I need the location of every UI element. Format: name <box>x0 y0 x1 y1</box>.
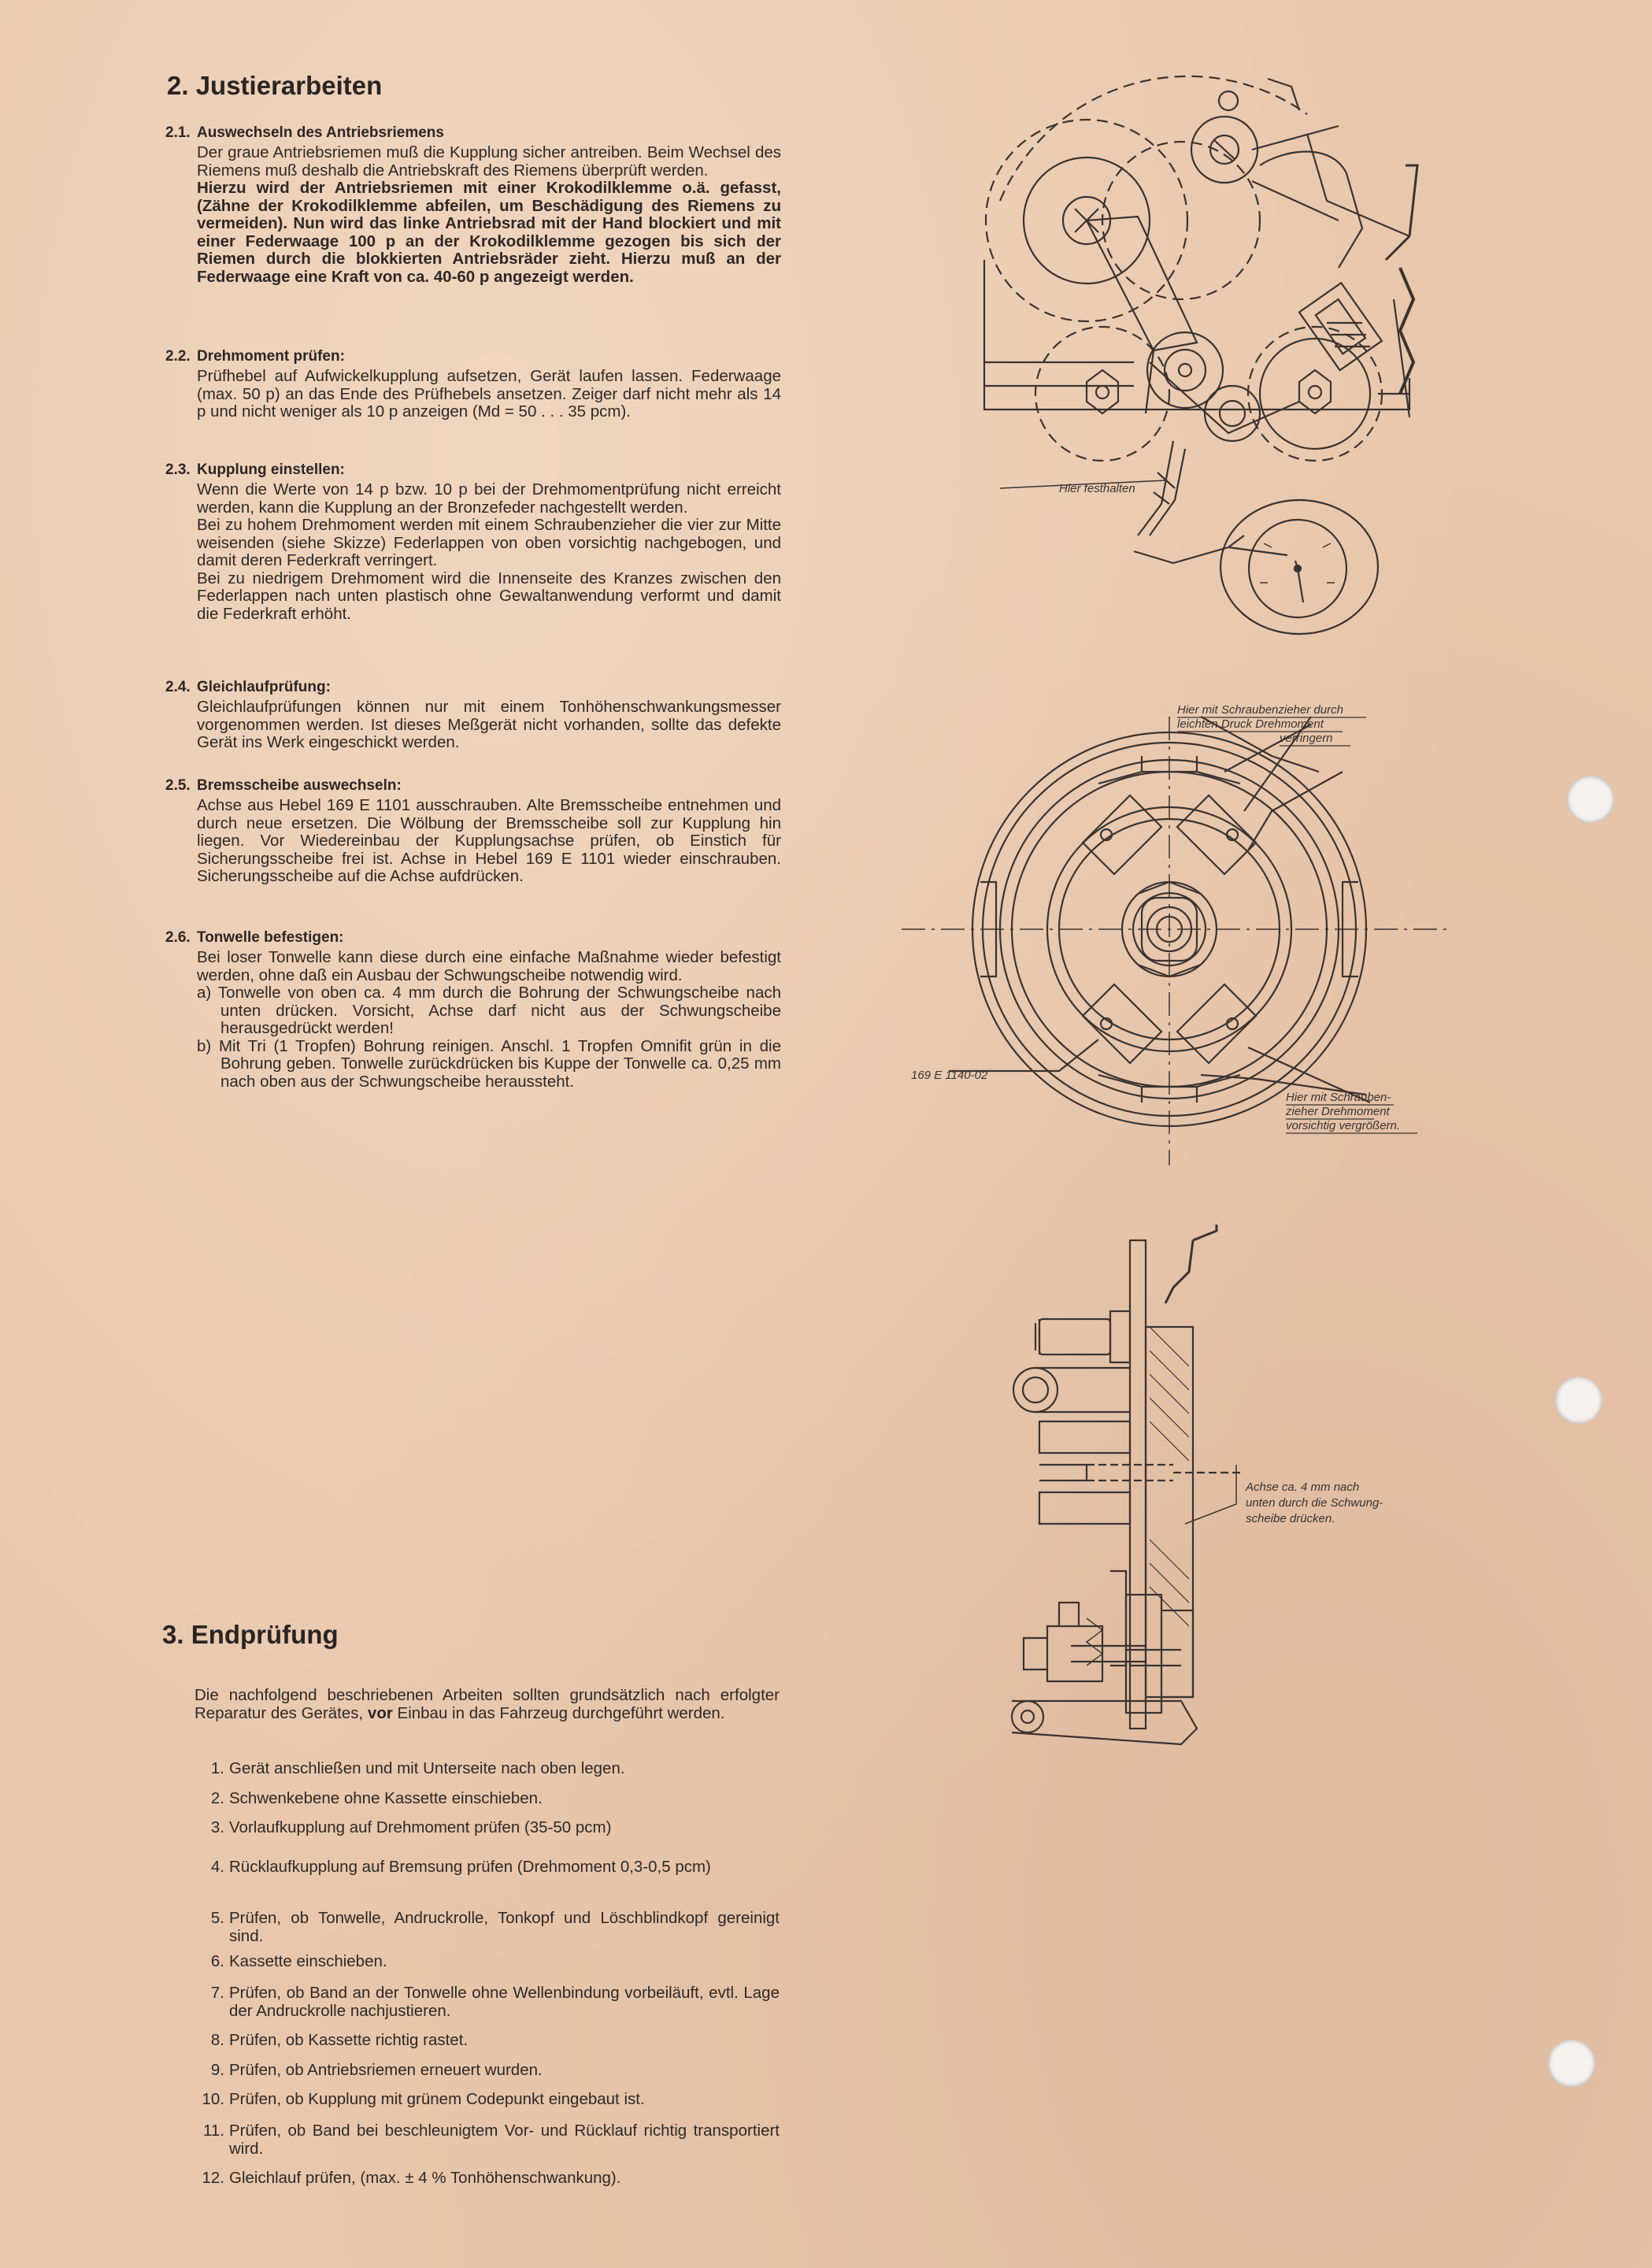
step-number: 11. <box>203 2122 224 2140</box>
subsection-heading <box>165 679 331 696</box>
figure-2-part-number: 169 E 1140-02 <box>911 1069 988 1082</box>
step-number: 9. <box>210 2061 224 2079</box>
step-text: Gerät anschließen und mit Unterseite nach oben legen. <box>229 1759 625 1777</box>
subsection-body <box>197 481 781 623</box>
step-text: Prüfen, ob Antriebsriemen erneuert wurden. <box>229 2061 543 2079</box>
subsection-number: 2.1. <box>165 124 191 141</box>
figure-2-label-bottom-line-3: vorsichtig vergrößern. <box>1286 1119 1401 1132</box>
step-number: 1. <box>210 1759 224 1777</box>
section-3-intro <box>194 1687 780 1722</box>
subsection-title: Bremsscheibe auswechseln: <box>197 777 402 794</box>
figure-clutch-spring-top-view <box>902 693 1524 1173</box>
final-check-step <box>201 1790 780 1808</box>
subsection-heading <box>165 124 444 142</box>
step-text: Prüfen, ob Band an der Tonwelle ohne Wellenbindung vorbeiläuft, evtl. Lage der Andruckrolle nachjustieren. <box>229 1984 780 2020</box>
figure-1-label: Hier festhalten <box>1059 482 1135 495</box>
subsection-heading <box>165 929 344 947</box>
final-check-step <box>201 1858 780 1877</box>
paragraph: Prüfhebel auf Aufwickelkupplung aufsetzen, Gerät laufen lassen. Federwaage (max. 50 p) an das Ende des Prüfhebels ansetzen. Zeiger darf nicht mehr als 14 p und nicht weniger als 10 p anzeigen (Md = 50 . . . 35 pcm). <box>197 367 781 421</box>
intro-text-bold: vor <box>367 1703 393 1722</box>
step-text: Schwenkebene ohne Kassette einschieben. <box>229 1789 543 1807</box>
final-check-step <box>201 2062 780 2080</box>
figure-2-label-bottom-line-2: zieher Drehmoment <box>1286 1105 1390 1118</box>
intro-text-2: Einbau in das Fahrzeug durchgeführt werden. <box>392 1703 725 1722</box>
step-text: Kassette einschieben. <box>229 1952 387 1970</box>
paragraph: Wenn die Werte von 14 p bzw. 10 p bei der Drehmomentprüfung nicht erreicht werden, kann die Kupplung an der Bronzefeder nachgestellt werden. <box>197 480 781 517</box>
section-2-title: 2. Justierarbeiten <box>167 71 383 100</box>
paragraph: b) Mit Tri (1 Tropfen) Bohrung reinigen. Anschl. 1 Tropfen Omnifit grün in die Bohrung geben. Tonwelle zurückdrücken bis Kuppe der Tonwelle ca. 0,25 mm nach oben aus der Schwungscheibe heraussteht. <box>197 1036 781 1091</box>
final-check-step <box>201 1910 780 1945</box>
figure-2-label-bottom-line-1: Hier mit Schrauben- <box>1286 1091 1391 1104</box>
final-check-step <box>201 2122 780 2158</box>
subsection-heading <box>165 777 402 795</box>
final-check-step <box>201 2032 780 2050</box>
figure-capstan-section <box>992 1225 1449 1760</box>
subsection-title: Auswechseln des Antriebsriemens <box>197 124 444 141</box>
subsection-number: 2.3. <box>165 461 191 478</box>
subsection-body <box>197 368 781 421</box>
punch-hole-middle <box>1555 1377 1602 1424</box>
section-3-title: 3. Endprüfung <box>162 1620 339 1649</box>
paragraph: Bei loser Tonwelle kann diese durch eine einfache Maßnahme wieder befestigt werden, ohne daß ein Ausbau der Schwungscheibe notwendig wird. <box>197 948 781 984</box>
punch-hole-top <box>1567 776 1614 823</box>
figure-3-label-line-3: scheibe drücken. <box>1246 1512 1335 1525</box>
paragraph: Bei zu niedrigem Drehmoment wird die Innenseite des Kranzes zwischen den Federlappen nach unten plastisch ohne Gewaltanwendung verformt und damit die Federkraft erhöht. <box>197 569 781 623</box>
paragraph: Bei zu hohem Drehmoment werden mit einem Schraubenzieher die vier zur Mitte weisenden (siehe Skizze) Federlappen von oben vorsichtig nachgebogen, und damit deren Federkraft verringert. <box>197 516 781 569</box>
subsection-body <box>197 144 781 286</box>
step-text: Vorlaufkupplung auf Drehmoment prüfen (35-50 pcm) <box>229 1818 612 1836</box>
final-check-step <box>201 1760 780 1778</box>
step-number: 6. <box>210 1952 224 1970</box>
paragraph: Hierzu wird der Antriebsriemen mit einer Krokodilklemme o.ä. gefasst, (Zähne der Krokodilklemme abfeilen, um Beschädigung des Riemens zu vermeiden). Nun wird das linke Antriebsrad mit der Hand blockiert und mit einer Federwaage 100 p an der Krokodilklemme gezogen bis sich der Riemen durch die blokkierten Antriebsräder zieht. Hierzu muß an der Federwaage eine Kraft von ca. 40-60 p angezeigt werden. <box>197 179 781 286</box>
subsection-number: 2.2. <box>165 348 191 365</box>
step-number: 12. <box>202 2169 224 2187</box>
step-number: 3. <box>210 1818 224 1836</box>
figure-3-label-line-2: unten durch die Schwung- <box>1246 1496 1383 1510</box>
punch-hole-bottom <box>1548 2040 1595 2087</box>
step-number: 2. <box>210 1789 224 1807</box>
figure-3-label-line-1: Achse ca. 4 mm nach <box>1246 1480 1360 1494</box>
intro-text-1: Die nachfolgend beschriebenen Arbeiten sollten grundsätzlich nach erfolgter Reparatur des Gerätes, <box>194 1686 780 1722</box>
step-number: 5. <box>210 1909 224 1927</box>
subsection-title: Kupplung einstellen: <box>197 461 345 478</box>
final-check-step <box>201 1953 780 1971</box>
final-check-step <box>201 2091 780 2109</box>
step-number: 10. <box>202 2090 224 2108</box>
step-text: Prüfen, ob Band bei beschleunigtem Vor- und Rücklauf richtig transportiert wird. <box>229 2122 780 2158</box>
figure-2-label-top-line-1: Hier mit Schraubenzieher durch <box>1177 703 1343 717</box>
step-text: Prüfen, ob Kupplung mit grünem Codepunkt eingebaut ist. <box>229 2090 645 2108</box>
figure-clutch-drive-drawing <box>969 63 1472 662</box>
step-text: Gleichlauf prüfen, (max. ± 4 % Tonhöhenschwankung). <box>229 2169 621 2187</box>
subsection-heading <box>165 461 345 479</box>
step-text: Prüfen, ob Tonwelle, Andruckrolle, Tonkopf und Löschblindkopf gereinigt sind. <box>229 1909 780 1945</box>
subsection-number: 2.5. <box>165 777 191 794</box>
paragraph: Gleichlaufprüfungen können nur mit einem Tonhöhenschwankungsmesser vorgenommen werden. Ist dieses Meßgerät nicht vorhanden, sollte das defekte Gerät ins Werk eingeschickt werden. <box>197 698 781 751</box>
step-number: 7. <box>210 1984 224 2002</box>
subsection-heading <box>165 348 345 365</box>
step-text: Rücklaufkupplung auf Bremsung prüfen (Drehmoment 0,3-0,5 pcm) <box>229 1858 711 1876</box>
figure-2-label-top-line-2: leichten Druck Drehmoment <box>1177 717 1324 731</box>
figure-2-label-top-line-3: verringern <box>1280 732 1333 745</box>
subsection-body <box>197 699 781 752</box>
final-check-step <box>201 2170 780 2188</box>
step-text: Prüfen, ob Kassette richtig rastet. <box>229 2031 469 2049</box>
step-number: 4. <box>210 1858 224 1876</box>
subsection-title: Drehmoment prüfen: <box>197 348 345 365</box>
subsection-body <box>197 797 781 886</box>
subsection-number: 2.4. <box>165 679 191 695</box>
subsection-number: 2.6. <box>165 929 191 946</box>
subsection-title: Gleichlaufprüfung: <box>197 679 331 695</box>
final-check-step <box>201 1819 780 1837</box>
paragraph: Der graue Antriebsriemen muß die Kupplung sicher antreiben. Beim Wechsel des Riemens muß deshalb die Antriebskraft des Riemens überprüft werden. <box>197 143 781 180</box>
paragraph: a) Tonwelle von oben ca. 4 mm durch die Bohrung der Schwungscheibe nach unten drücken. Vorsicht, Achse darf nicht aus der Schwungscheibe herausgedrückt werden! <box>197 984 781 1037</box>
subsection-title: Tonwelle befestigen: <box>197 929 344 946</box>
final-check-step <box>201 1984 780 2020</box>
subsection-body <box>197 949 781 1091</box>
step-number: 8. <box>210 2031 224 2049</box>
paragraph: Achse aus Hebel 169 E 1101 ausschrauben. Alte Bremsscheibe entnehmen und durch neue ersetzen. Die Wölbung der Bremsscheibe soll zur Kupplung hin liegen. Vor Wiedereinbau der Kupplungsachse prüfen, ob Einstich für Sicherungsscheibe frei ist. Achse in Hebel 169 E 1101 wieder einschrauben. Sicherungsscheibe auf die Achse aufdrücken. <box>197 796 781 885</box>
